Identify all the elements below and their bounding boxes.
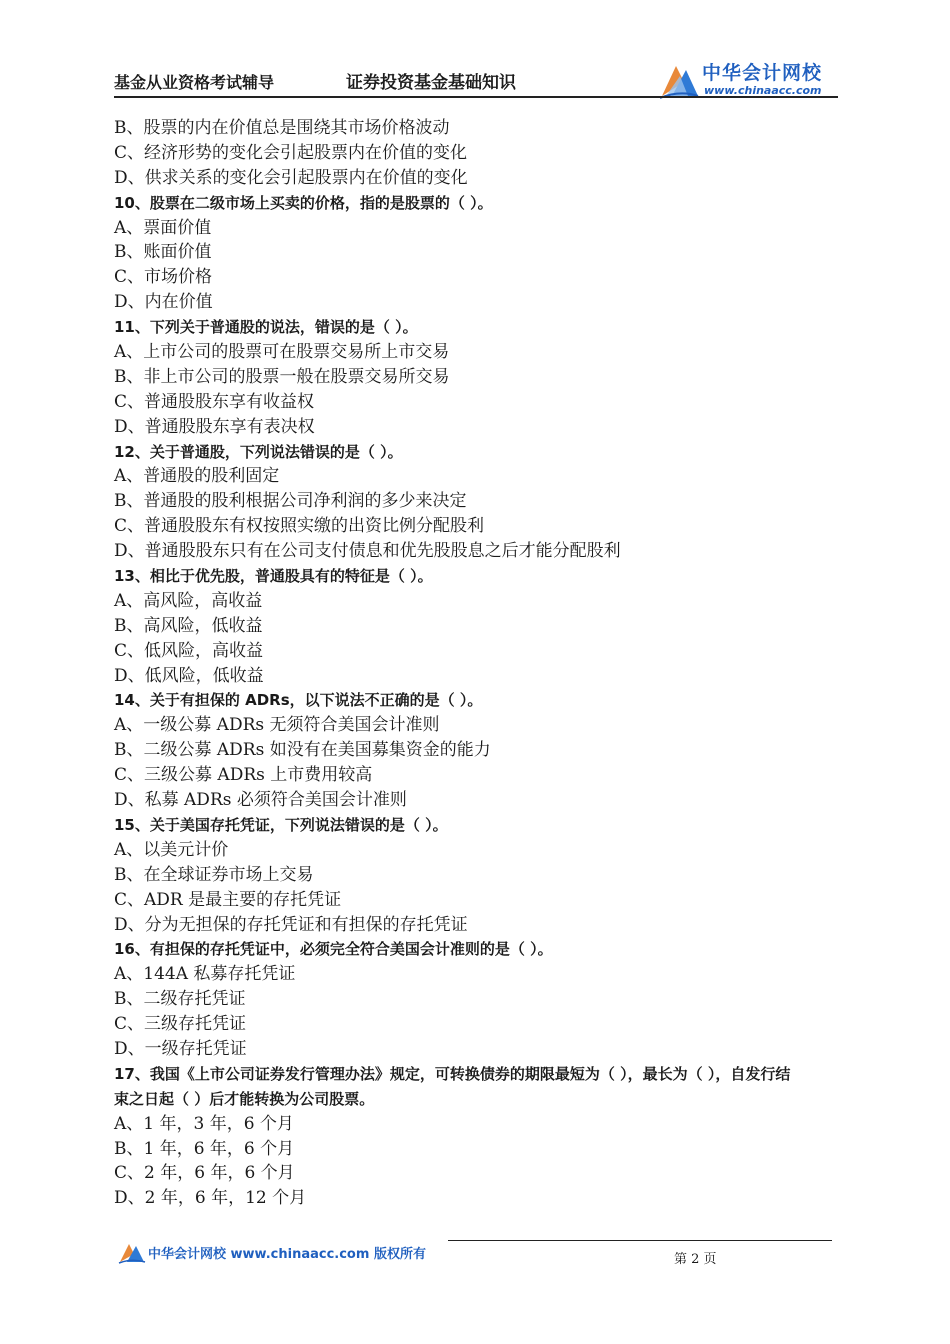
- answer-option: B、账面价值: [114, 242, 212, 263]
- answer-option: A、上市公司的股票可在股票交易所上市交易: [114, 342, 450, 363]
- answer-option: A、144A 私募存托凭证: [114, 964, 296, 985]
- question-list: [114, 116, 844, 1211]
- question-stem: 束之日起（ ）后才能转换为公司股票。: [114, 1089, 375, 1108]
- question-stem: 14、关于有担保的 ADRs，以下说法不正确的是（ ）。: [114, 691, 483, 710]
- answer-option: D、普通股股东享有表决权: [114, 416, 315, 437]
- answer-option: A、高风险，高收益: [114, 590, 263, 611]
- logo-chinese-name: 中华会计网校: [702, 62, 823, 84]
- answer-option: B、在全球证券市场上交易: [114, 864, 314, 885]
- answer-option: C、市场价格: [114, 267, 213, 288]
- question-stem: 12、关于普通股，下列说法错误的是（ ）。: [114, 442, 403, 461]
- answer-option: D、分为无担保的存托凭证和有担保的存托凭证: [114, 914, 468, 935]
- answer-option: D、低风险，低收益: [114, 665, 264, 686]
- answer-option: B、股票的内在价值总是围绕其市场价格波动: [114, 118, 450, 138]
- answer-option: D、2 年，6 年，12 个月: [114, 1188, 307, 1209]
- answer-option: B、二级公募 ADRs 如没有在美国募集资金的能力: [114, 740, 491, 761]
- answer-option: A、一级公募 ADRs 无须符合美国会计准则: [114, 715, 440, 736]
- page-footer: [114, 1236, 838, 1276]
- logo-url: www.chinaacc.com: [704, 84, 822, 97]
- answer-option: A、1 年，3 年，6 个月: [114, 1113, 294, 1134]
- answer-option: D、内在价值: [114, 292, 213, 313]
- answer-option: C、经济形势的变化会引起股票内在价值的变化: [114, 142, 468, 163]
- answer-option: D、一级存托凭证: [114, 1038, 247, 1059]
- answer-option: D、私募 ADRs 必须符合美国会计准则: [114, 790, 407, 811]
- header-rule: [114, 96, 838, 98]
- footer-rule: [448, 1240, 832, 1241]
- answer-option: C、普通股股东享有收益权: [114, 391, 315, 412]
- answer-option: C、三级存托凭证: [114, 1014, 247, 1035]
- answer-option: C、普通股股东有权按照实缴的出资比例分配股利: [114, 516, 485, 537]
- answer-option: A、普通股的股利固定: [114, 466, 280, 487]
- logo-mark-icon: [658, 60, 700, 100]
- question-stem: 17、我国《上市公司证券发行管理办法》规定，可转换债券的期限最短为（ ），最长为（ ），自发行结: [114, 1064, 791, 1083]
- answer-option: C、ADR 是最主要的存托凭证: [114, 889, 342, 910]
- footer-logo-icon: [118, 1240, 146, 1264]
- header-exam-title: 基金从业资格考试辅导: [114, 73, 275, 92]
- question-stem: 11、下列关于普通股的说法，错误的是（ ）。: [114, 318, 418, 337]
- page-header: [114, 58, 838, 98]
- answer-option: B、二级存托凭证: [114, 989, 246, 1010]
- answer-option: B、普通股的股利根据公司净利润的多少来决定: [114, 491, 467, 512]
- answer-option: C、2 年，6 年，6 个月: [114, 1163, 295, 1184]
- answer-option: A、票面价值: [114, 217, 212, 238]
- footer-copyright: 中华会计网校 www.chinaacc.com 版权所有: [148, 1247, 426, 1262]
- answer-option: B、1 年，6 年，6 个月: [114, 1138, 295, 1159]
- answer-option: D、普通股股东只有在公司支付债息和优先股股息之后才能分配股利: [114, 541, 621, 562]
- answer-option: B、非上市公司的股票一般在股票交易所交易: [114, 366, 450, 387]
- answer-option: D、供求关系的变化会引起股票内在价值的变化: [114, 167, 468, 188]
- question-stem: 15、关于美国存托凭证，下列说法错误的是（ ）。: [114, 815, 448, 834]
- answer-option: C、低风险，高收益: [114, 640, 264, 661]
- question-stem: 13、相比于优先股，普通股具有的特征是（ ）。: [114, 567, 433, 586]
- header-subject-title: 证券投资基金基础知识: [346, 73, 516, 93]
- answer-option: C、三级公募 ADRs 上市费用较高: [114, 765, 373, 786]
- answer-option: A、以美元计价: [114, 839, 229, 860]
- question-stem: 10、股票在二级市场上买卖的价格，指的是股票的（ ）。: [114, 193, 493, 212]
- page-number: 第 2 页: [674, 1252, 717, 1267]
- answer-option: B、高风险，低收益: [114, 615, 263, 636]
- question-stem: 16、有担保的存托凭证中，必须完全符合美国会计准则的是（ ）。: [114, 940, 553, 959]
